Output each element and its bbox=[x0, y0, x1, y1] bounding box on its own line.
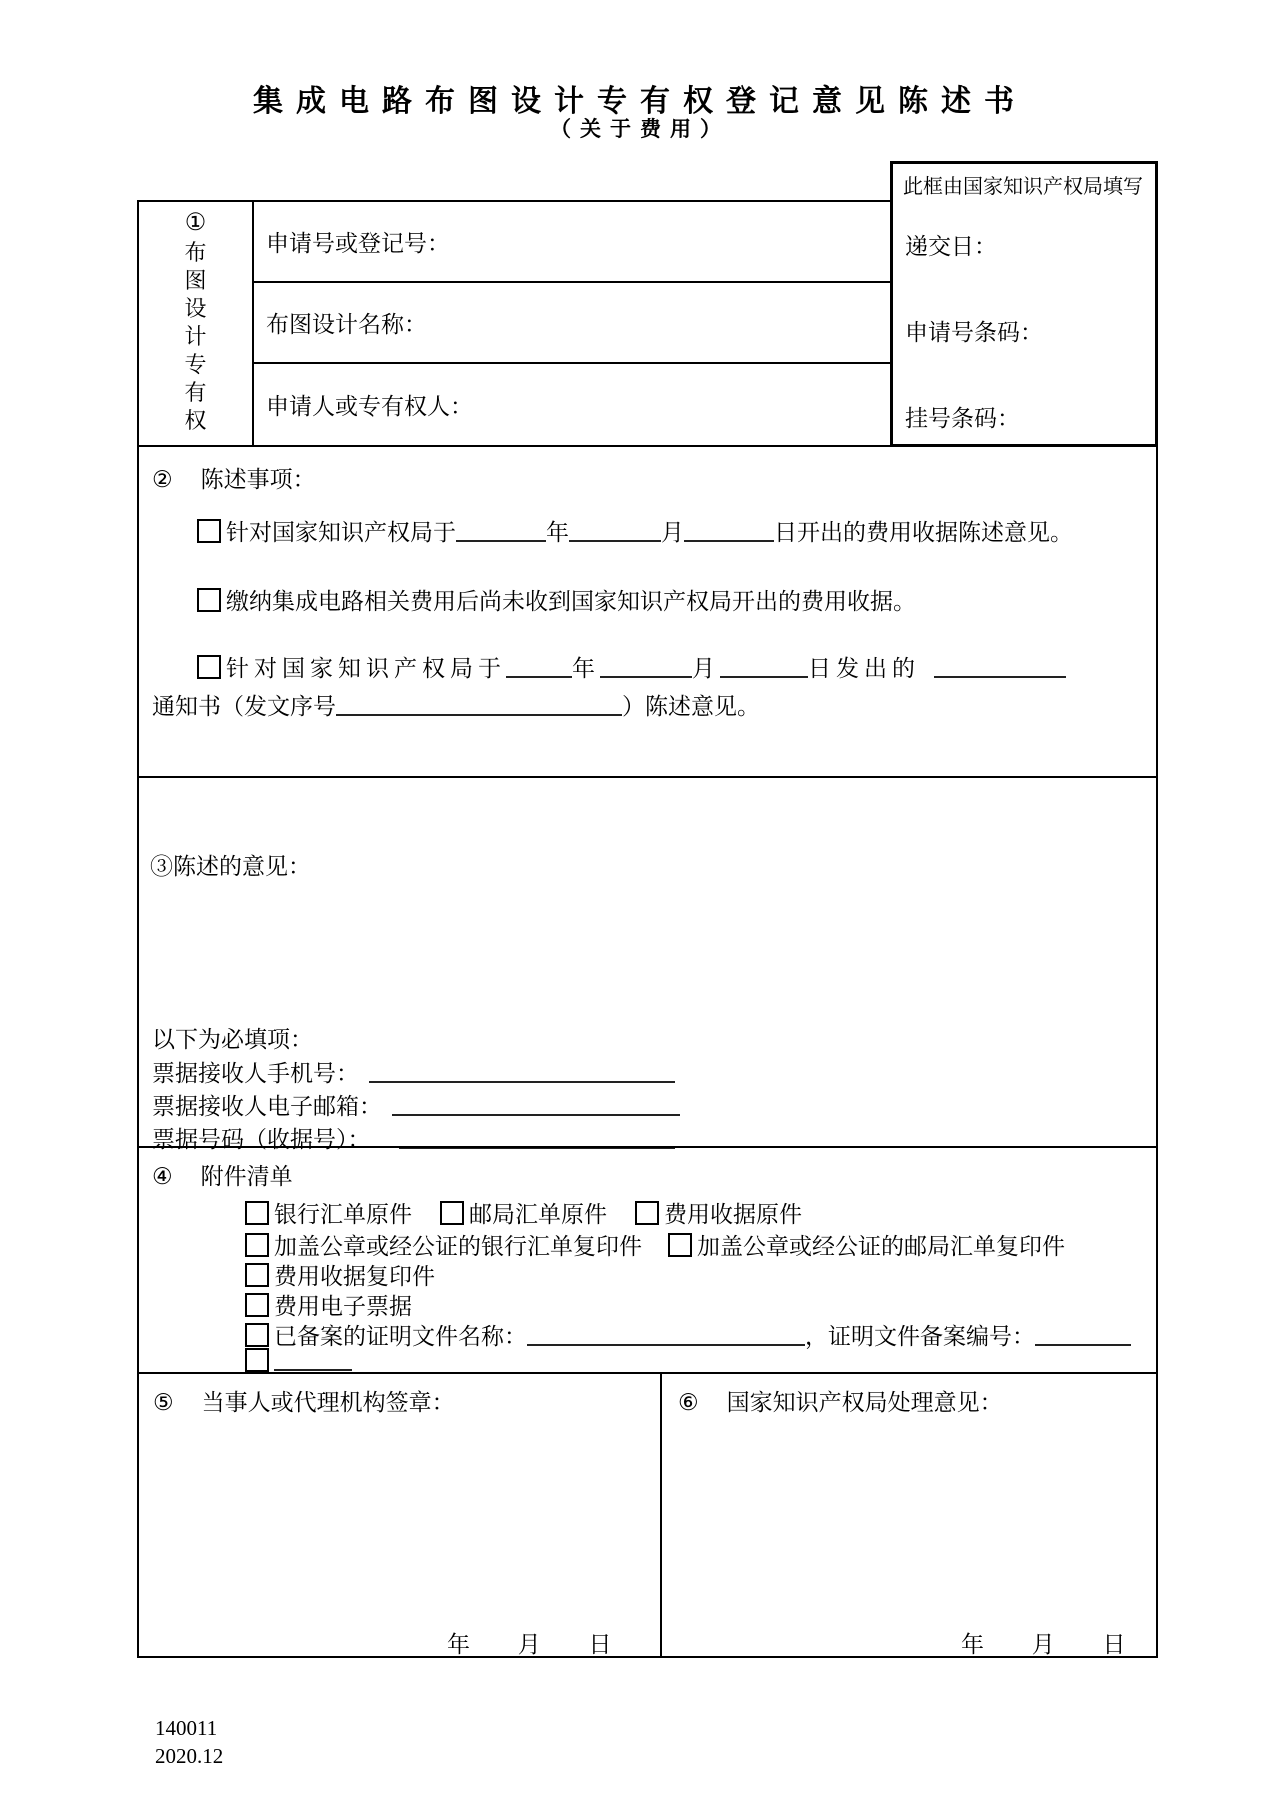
section2-statement-matters bbox=[137, 445, 1158, 778]
attachment-row1 bbox=[245, 1196, 802, 1229]
option3-checkbox[interactable] bbox=[197, 655, 221, 679]
section2-header bbox=[152, 461, 316, 494]
option1-checkbox[interactable] bbox=[197, 519, 221, 543]
post-original-checkbox[interactable] bbox=[440, 1201, 464, 1225]
other-attachment-blank[interactable] bbox=[274, 1349, 352, 1371]
option3-month-blank[interactable] bbox=[600, 656, 692, 678]
receipt-number-label: 票据号码（收据号）： bbox=[152, 1127, 371, 1152]
section4-attachment-list bbox=[137, 1146, 1158, 1374]
option3-doc-serial-blank[interactable] bbox=[336, 694, 622, 716]
option1-day-blank[interactable] bbox=[684, 520, 774, 542]
section4-number: ④ bbox=[152, 1164, 173, 1189]
option3-year-blank[interactable] bbox=[506, 656, 572, 678]
fee-e-invoice-checkbox[interactable] bbox=[245, 1293, 269, 1317]
receipt-email-blank[interactable] bbox=[392, 1094, 680, 1116]
section1-label-column bbox=[139, 202, 254, 445]
registered-barcode-label: 挂号条码： bbox=[905, 406, 1020, 431]
section1-side-label: 布图设计专有权 bbox=[184, 240, 207, 433]
receipt-email-row bbox=[152, 1088, 680, 1121]
post-copy-checkbox[interactable] bbox=[668, 1233, 692, 1257]
official-use-box bbox=[890, 161, 1158, 447]
section5-date[interactable]: 年 月 日 bbox=[447, 1632, 612, 1657]
statement-option3-line1 bbox=[197, 650, 1066, 683]
section4-title: 附件清单 bbox=[200, 1164, 293, 1189]
official-box-header: 此框由国家知识产权局填写 bbox=[903, 176, 1143, 198]
fee-receipt-copy-label: 费用收据复印件 bbox=[274, 1264, 435, 1289]
statement-option3-line2 bbox=[152, 688, 760, 721]
attachment-row6 bbox=[245, 1348, 352, 1375]
receipt-phone-blank[interactable] bbox=[369, 1061, 675, 1083]
section2-title: 陈述事项： bbox=[200, 467, 316, 492]
section5-header bbox=[153, 1384, 455, 1417]
option2-text: 缴纳集成电路相关费用后尚未收到国家知识产权局开出的费用收据。 bbox=[226, 589, 916, 614]
option3-text1: 针对国家知识产权局于 bbox=[226, 656, 506, 681]
section3-stated-opinion bbox=[137, 776, 1158, 1152]
form-version: 2020.12 bbox=[155, 1744, 224, 1768]
filed-doc-no-blank[interactable] bbox=[1035, 1324, 1131, 1346]
receipt-email-label: 票据接收人电子邮箱： bbox=[152, 1094, 382, 1119]
attachment-row5 bbox=[245, 1318, 1131, 1351]
applicant-row[interactable] bbox=[254, 364, 890, 445]
fee-receipt-original-checkbox[interactable] bbox=[635, 1201, 659, 1225]
form-footer bbox=[155, 1714, 223, 1770]
required-note: 以下为必填项： bbox=[152, 1027, 313, 1052]
option1-year-label: 年 bbox=[546, 520, 569, 545]
section5-title: 当事人或代理机构签章： bbox=[201, 1390, 455, 1415]
section5-6-table bbox=[137, 1372, 1158, 1658]
option3-text2: 日发出的 bbox=[808, 656, 920, 681]
form-code: 140011 bbox=[155, 1716, 218, 1740]
section5-6-divider bbox=[660, 1374, 662, 1656]
post-copy-label: 加盖公章或经公证的邮局汇单复印件 bbox=[697, 1234, 1065, 1259]
section6-header bbox=[678, 1384, 1003, 1417]
option1-text1: 针对国家知识产权局于 bbox=[226, 520, 456, 545]
fee-e-invoice-label: 费用电子票据 bbox=[274, 1294, 412, 1319]
application-barcode-label: 申请号条码： bbox=[905, 320, 1043, 345]
section6-title: 国家知识产权局处理意见： bbox=[726, 1390, 1003, 1415]
other-attachment-checkbox[interactable] bbox=[245, 1348, 269, 1372]
option1-month-blank[interactable] bbox=[569, 520, 661, 542]
bank-original-checkbox[interactable] bbox=[245, 1201, 269, 1225]
attachment-row2 bbox=[245, 1228, 1065, 1261]
application-number-label: 申请号或登记号： bbox=[266, 231, 450, 256]
section5-number: ⑤ bbox=[153, 1390, 174, 1415]
application-number-row[interactable] bbox=[254, 202, 890, 283]
submit-date-label: 递交日： bbox=[905, 234, 997, 259]
attachment-row3 bbox=[245, 1258, 435, 1291]
option3-year-label: 年 bbox=[572, 656, 600, 681]
option3-text4: ）陈述意见。 bbox=[622, 694, 760, 719]
attachment-row4 bbox=[245, 1288, 412, 1321]
option1-text2: 日开出的费用收据陈述意见。 bbox=[774, 520, 1073, 545]
section1-number: ① bbox=[184, 210, 207, 236]
statement-option1 bbox=[197, 514, 1073, 547]
filed-doc-checkbox[interactable] bbox=[245, 1323, 269, 1347]
section4-header bbox=[152, 1158, 293, 1191]
filed-doc-no-label: ，证明文件备案编号： bbox=[805, 1324, 1035, 1349]
section1-table bbox=[137, 200, 892, 447]
option3-notice-type-blank[interactable] bbox=[934, 656, 1066, 678]
receipt-phone-row bbox=[152, 1055, 675, 1088]
page-subtitle: （关于费用） bbox=[550, 118, 730, 141]
option2-checkbox[interactable] bbox=[197, 588, 221, 612]
option1-year-blank[interactable] bbox=[456, 520, 546, 542]
layout-design-name-label: 布图设计名称： bbox=[266, 312, 427, 337]
layout-design-name-row[interactable] bbox=[254, 283, 890, 364]
bank-original-label: 银行汇单原件 bbox=[274, 1202, 412, 1227]
option3-text3: 通知书（发文序号 bbox=[152, 694, 336, 719]
bank-copy-checkbox[interactable] bbox=[245, 1233, 269, 1257]
fee-receipt-copy-checkbox[interactable] bbox=[245, 1263, 269, 1287]
filed-doc-name-label: 已备案的证明文件名称： bbox=[274, 1324, 527, 1349]
post-original-label: 邮局汇单原件 bbox=[469, 1202, 607, 1227]
filed-doc-name-blank[interactable] bbox=[527, 1324, 805, 1346]
bank-copy-label: 加盖公章或经公证的银行汇单复印件 bbox=[274, 1234, 642, 1259]
option3-month-label: 月 bbox=[692, 656, 720, 681]
page-title: 集成电路布图设计专有权登记意见陈述书 bbox=[253, 85, 1027, 118]
statement-option2 bbox=[197, 583, 916, 616]
option1-month-label: 月 bbox=[661, 520, 684, 545]
fee-receipt-original-label: 费用收据原件 bbox=[664, 1202, 802, 1227]
section2-number: ② bbox=[152, 467, 173, 492]
section1-rows bbox=[254, 202, 890, 445]
option3-day-blank[interactable] bbox=[720, 656, 808, 678]
receipt-phone-label: 票据接收人手机号： bbox=[152, 1061, 359, 1086]
section3-label: ③陈述的意见： bbox=[150, 854, 311, 879]
applicant-label: 申请人或专有权人： bbox=[266, 394, 473, 419]
section6-number: ⑥ bbox=[678, 1390, 699, 1415]
section6-date[interactable]: 年 月 日 bbox=[961, 1632, 1126, 1657]
